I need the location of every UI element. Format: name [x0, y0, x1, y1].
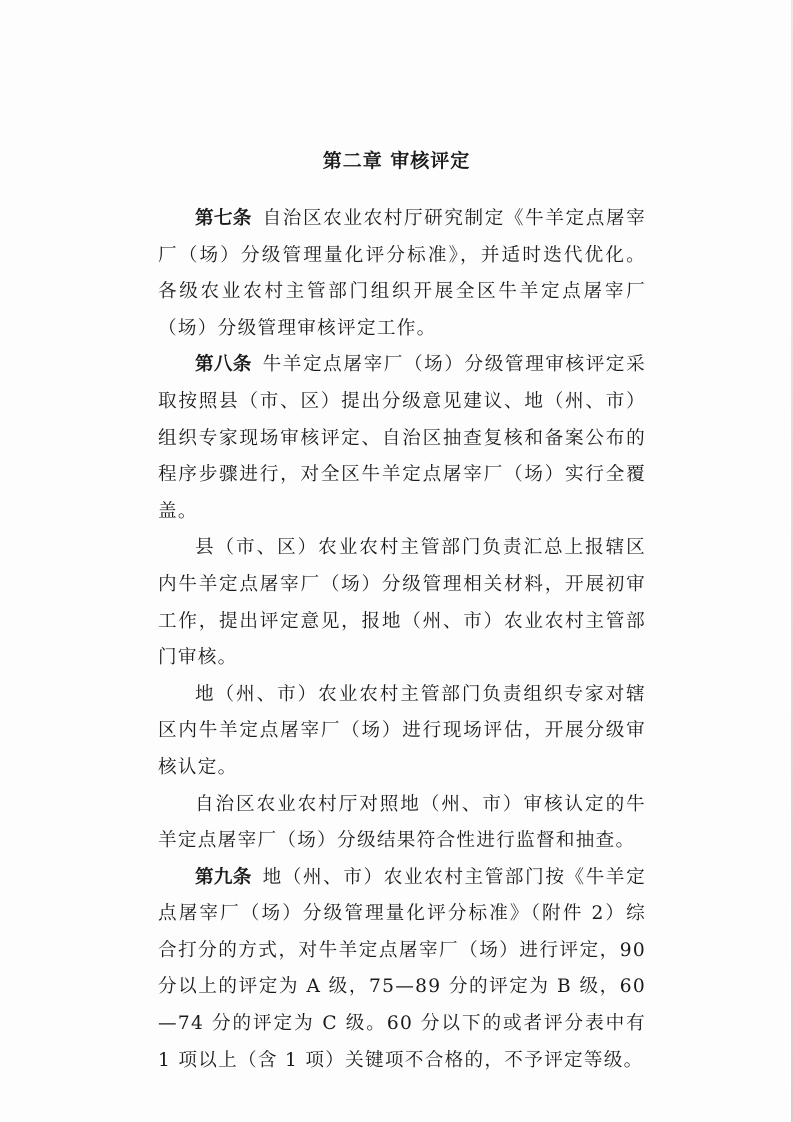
paragraph-text: 县（市、区）农业农村主管部门负责汇总上报辖区内牛羊定点屠宰厂（场）分级管理相关材料，开展初审工作，提出评定意见，报地（州、市）农业农村主管部门审核。: [158, 537, 646, 669]
paragraph-text: 自治区农业农村厅研究制定《牛羊定点屠宰厂（场）分级管理量化评分标准》，并适时迭代优化。各级农业农村主管部门组织开展全区牛羊定点屠宰厂（场）分级管理审核评定工作。: [158, 208, 646, 339]
article-9-paragraph: [158, 860, 646, 1080]
article-number: 第九条: [195, 866, 252, 888]
prefecture-duty-paragraph: [158, 677, 646, 787]
paragraph-text: 牛羊定点屠宰厂（场）分级管理审核评定采取按照县（市、区）提出分级意见建议、地（州、市）组织专家现场审核评定、自治区抽查复核和备案公布的程序步骤进行，对全区牛羊定点屠宰厂（场）实行全覆盖。: [158, 354, 646, 522]
chapter-title: 第二章 审核评定: [322, 150, 471, 172]
article-7-paragraph: [158, 201, 646, 347]
article-number: 第七条: [195, 208, 252, 229]
document-body: [158, 201, 646, 1079]
article-number: 第八条: [195, 354, 252, 376]
paragraph-text: 地（州、市）农业农村主管部门负责组织专家对辖区内牛羊定点屠宰厂（场）进行现场评估，开展分级审核认定。: [158, 683, 646, 778]
paragraph-text: 自治区农业农村厅对照地（州、市）审核认定的牛羊定点屠宰厂（场）分级结果符合性进行监督和抽查。: [158, 793, 646, 852]
paragraph-text: 地（州、市）农业农村主管部门按《牛羊定点屠宰厂（场）分级管理量化评分标准》（附件 2）综合打分的方式，对牛羊定点屠宰厂（场）进行评定，90 分以上的评定为 A 级，75—89 分的评定为 B 级，60—74 分的评定为 C 级。60 分以下的或者评分表中有 1 项以上（含 1 项）关键项不合格的，不予评定等级。: [158, 866, 646, 1071]
county-duty-paragraph: [158, 530, 646, 676]
article-8-paragraph: [158, 347, 646, 530]
region-duty-paragraph: [158, 787, 646, 860]
